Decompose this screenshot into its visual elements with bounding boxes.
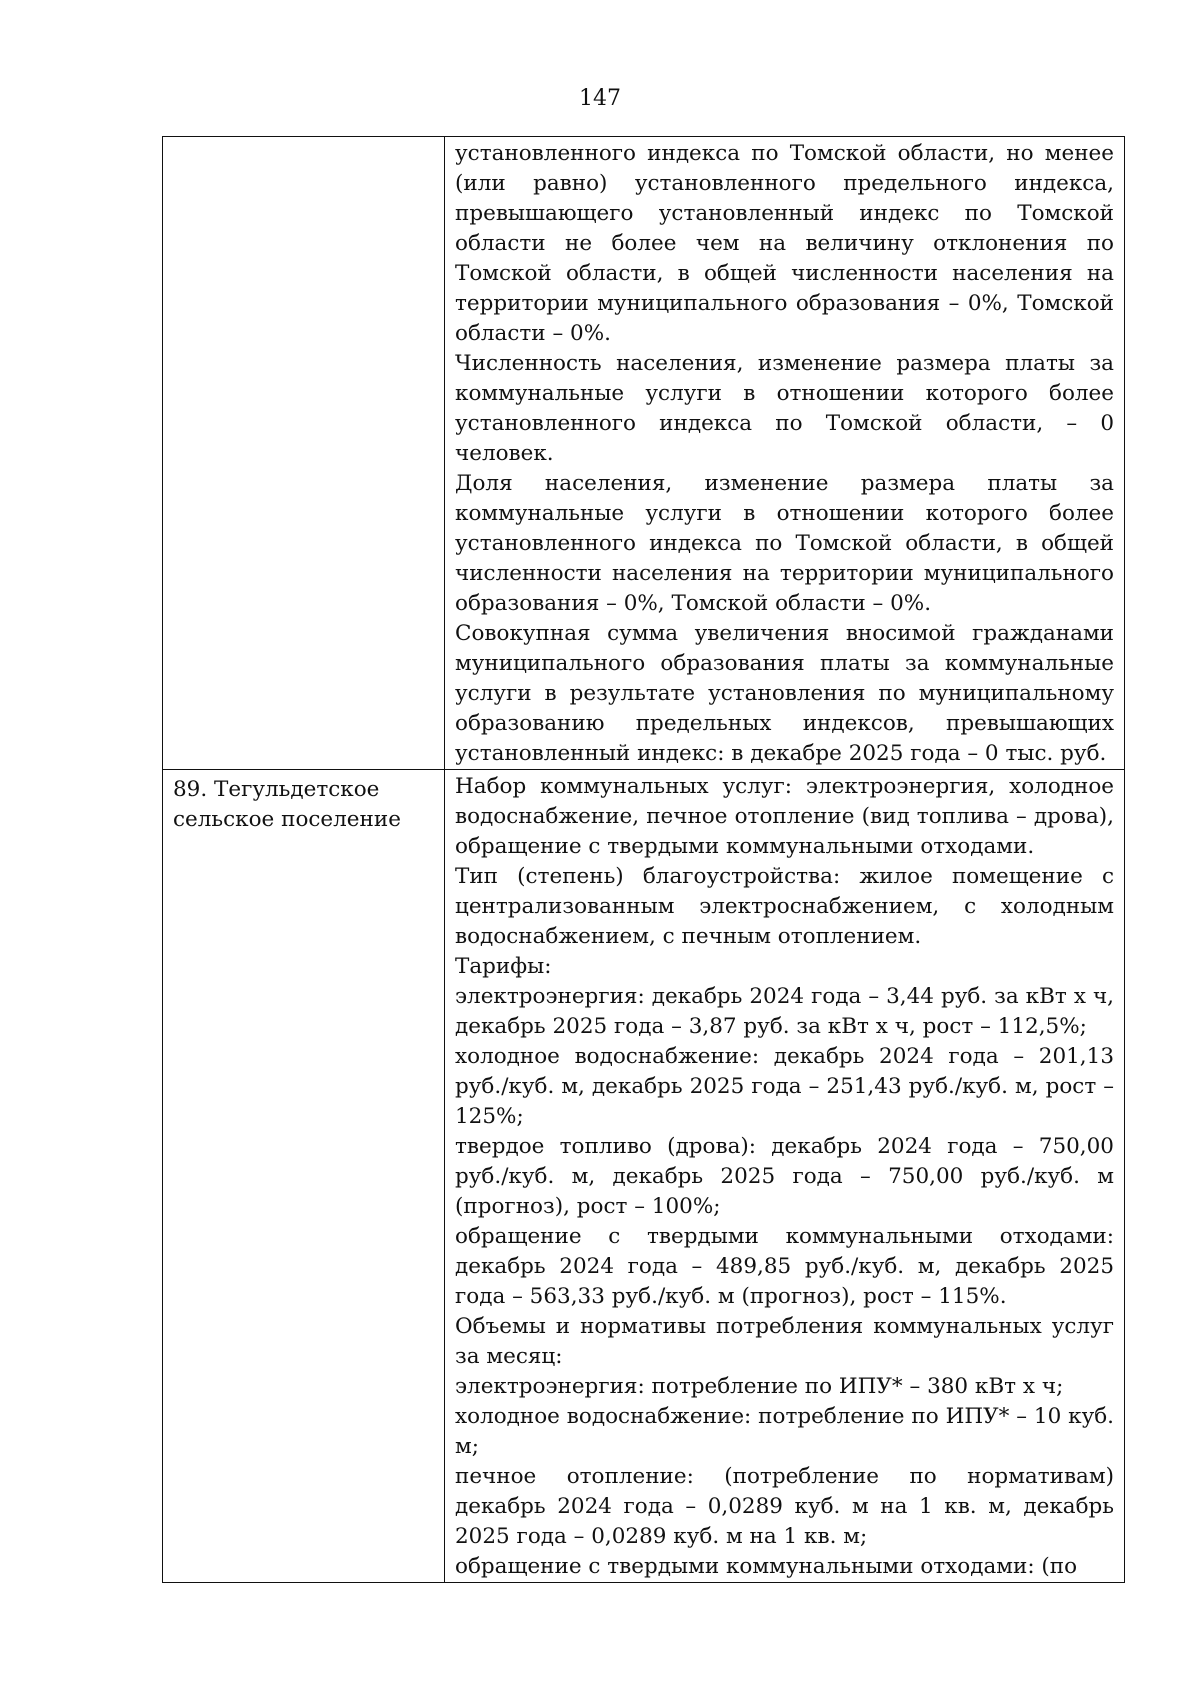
paragraph: твердое топливо (дрова): декабрь 2024 года – 750,00 руб./куб. м, декабрь 2025 года – 750,00 руб./куб. м (прогноз), рост – 100%; (455, 1134, 1114, 1219)
settlement-cell (163, 137, 445, 770)
paragraph: холодное водоснабжение: декабрь 2024 года – 201,13 руб./куб. м, декабрь 2025 года – 251,43 руб./куб. м, рост – 125%; (455, 1044, 1114, 1129)
paragraph: Тарифы: (455, 954, 552, 979)
paragraph: обращение с твердыми коммунальными отходами: декабрь 2024 года – 489,85 руб./куб. м, декабрь 2025 года – 563,33 руб./куб. м (прогноз), рост – 115%. (455, 1224, 1114, 1309)
table-row (163, 770, 1125, 1583)
paragraph: Объемы и нормативы потребления коммунальных услуг за месяц: (455, 1314, 1114, 1369)
table-row (163, 137, 1125, 770)
paragraph: Численность населения, изменение размера платы за коммунальные услуги в отношении которого более установленного индекса по Томской области, – 0 человек. (455, 351, 1114, 466)
paragraph: обращение с твердыми коммунальными отходами: (по (455, 1554, 1078, 1579)
settlement-name: 89. Тегульдетское сельское поселение (173, 777, 401, 832)
paragraph: установленного индекса по Томской области, но менее (или равно) установленного предельного индекса, превышающего установленный индекс по Томской области не более чем на величину отклонения по Томской области, в общей численности населения на территории муниципального образования – 0%, Томской области – 0%. (455, 141, 1114, 346)
settlement-cell (163, 770, 445, 1583)
paragraph: электроэнергия: декабрь 2024 года – 3,44 руб. за кВт х ч, декабрь 2025 года – 3,87 руб. за кВт х ч, рост – 112,5%; (455, 984, 1114, 1039)
paragraph: Тип (степень) благоустройства: жилое помещение с централизованным электроснабжением, с холодным водоснабжением, с печным отоплением. (455, 864, 1114, 949)
paragraph: Доля населения, изменение размера платы за коммунальные услуги в отношении которого более установленного индекса по Томской области, в общей численности населения на территории муниципального образования – 0%, Томской области – 0%. (455, 471, 1114, 616)
description-cell (445, 770, 1125, 1583)
paragraph: Набор коммунальных услуг: электроэнергия, холодное водоснабжение, печное отопление (вид топлива – дрова), обращение с твердыми коммунальными отходами. (455, 774, 1114, 859)
paragraph: Совокупная сумма увеличения вносимой гражданами муниципального образования платы за коммунальные услуги в результате установления по муниципальному образованию предельных индексов, превышающих установленный индекс: в декабре 2025 года – 0 тыс. руб. (455, 621, 1114, 766)
paragraph: холодное водоснабжение: потребление по ИПУ* – 10 куб. м; (455, 1404, 1114, 1459)
paragraph: электроэнергия: потребление по ИПУ* – 380 кВт х ч; (455, 1374, 1064, 1399)
page-number: 147 (579, 86, 621, 111)
description-cell (445, 137, 1125, 770)
tariff-table (162, 136, 1125, 1583)
paragraph: печное отопление: (потребление по нормативам) декабрь 2024 года – 0,0289 куб. м на 1 кв. м, декабрь 2025 года – 0,0289 куб. м на 1 кв. м; (455, 1464, 1114, 1549)
